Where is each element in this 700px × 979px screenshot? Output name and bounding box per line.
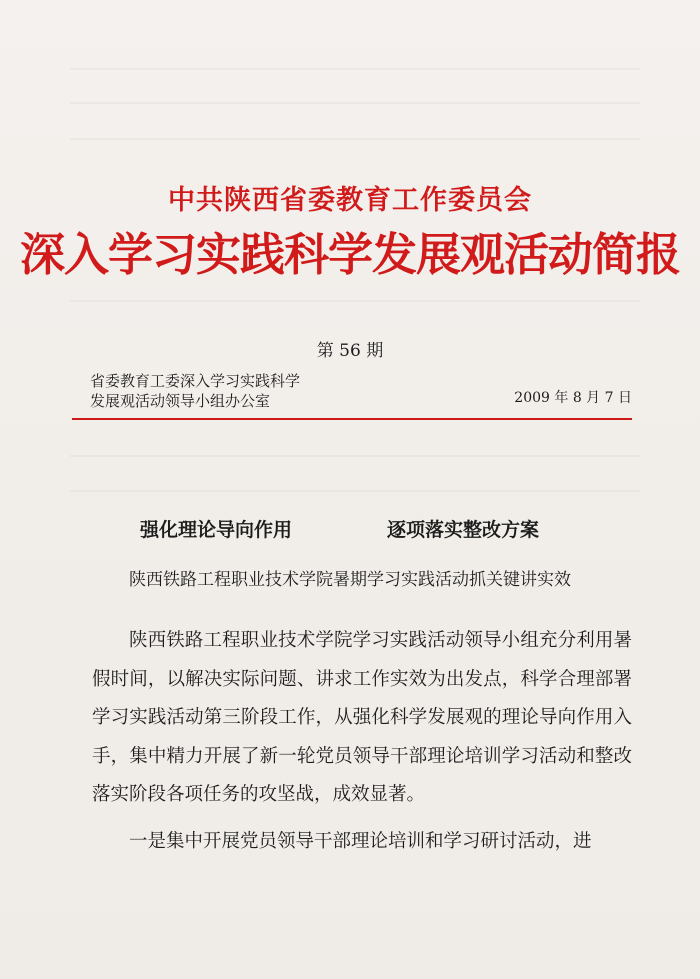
red-divider bbox=[72, 418, 632, 420]
organization-name: 中共陕西省委教育工作委员会 bbox=[168, 185, 532, 216]
bulletin-title: 深入学习实践科学发展观活动简报 bbox=[19, 228, 680, 281]
article-subheadline: 陕西铁路工程职业技术学院暑期学习实践活动抓关键讲实效 bbox=[129, 570, 571, 590]
paragraph: 一是集中开展党员领导干部理论培训和学习研讨活动，进 bbox=[129, 830, 592, 852]
bleed-through-line bbox=[70, 300, 640, 302]
bleed-through-line bbox=[70, 490, 640, 492]
article-body bbox=[92, 622, 632, 861]
paragraph: 陕西铁路工程职业技术学院学习实践活动领导小组充分利用暑假时间，以解决实际问题、讲求工作实效为出发点，科学合理部署学习实践活动第三阶段工作，从强化科学发展观的理论导向作用入手，集中精力开展了新一轮党员领导干部理论培训学习活动和整改落实阶段各项任务的攻坚战，成效显著。 bbox=[92, 630, 632, 805]
bleed-through-line bbox=[70, 138, 640, 140]
issuing-office bbox=[90, 371, 300, 411]
bleed-through-line bbox=[70, 102, 640, 104]
headline-part-2: 逐项落实整改方案 bbox=[387, 519, 540, 541]
headline-part-1: 强化理论导向作用 bbox=[140, 519, 293, 541]
issue-date: 2009 年 8 月 7 日 bbox=[514, 390, 632, 406]
bleed-through-line bbox=[70, 455, 640, 457]
issuing-office-line: 省委教育工委深入学习实践科学 bbox=[90, 372, 301, 390]
issue-number: 第 56 期 bbox=[316, 341, 384, 361]
issuing-office-line: 发展观活动领导小组办公室 bbox=[90, 392, 271, 410]
bleed-through-line bbox=[70, 68, 640, 70]
